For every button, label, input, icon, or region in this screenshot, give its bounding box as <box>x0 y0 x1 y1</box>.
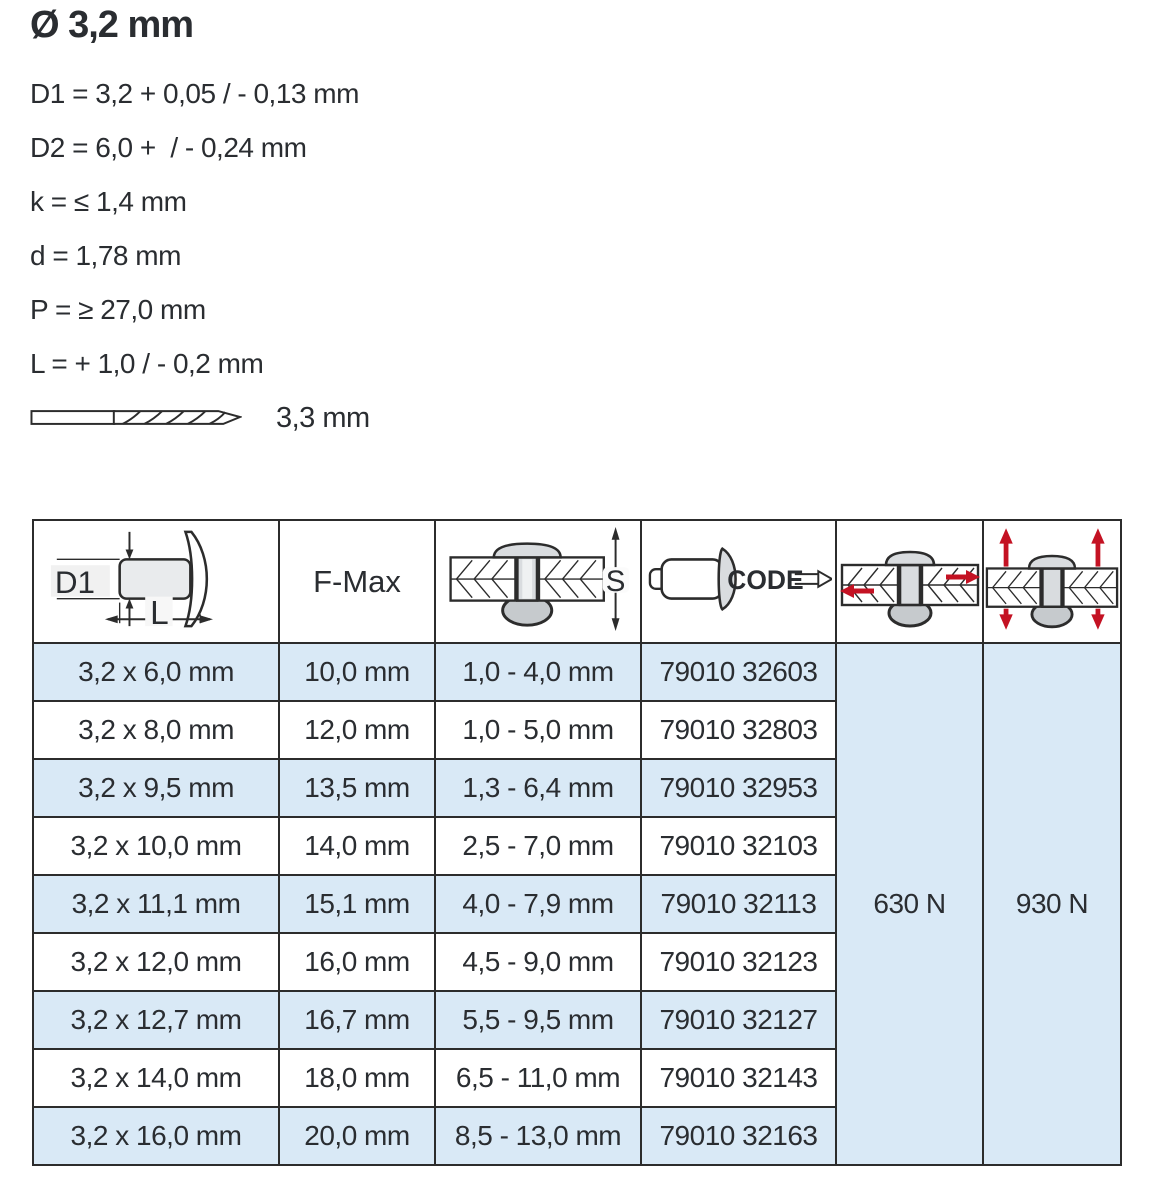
spec-line-d2: D2 = 6,0 + / - 0,24 mm <box>30 132 307 163</box>
code-cell: 79010 32163 <box>641 1107 836 1165</box>
table-row <box>33 643 1121 701</box>
fmax-cell: 14,0 mm <box>279 817 435 875</box>
grip-s-label: S <box>605 564 626 598</box>
spec-line-p: P = ≥ 27,0 mm <box>30 294 206 325</box>
tensile-strength-value: 930 N <box>983 643 1121 1165</box>
grip-cell: 1,0 - 5,0 mm <box>435 701 641 759</box>
grip-range-icon <box>444 524 632 634</box>
grip-cell: 1,3 - 6,4 mm <box>435 759 641 817</box>
size-cell: 3,2 x 14,0 mm <box>33 1049 279 1107</box>
size-cell: 3,2 x 6,0 mm <box>33 643 279 701</box>
fmax-cell: 13,5 mm <box>279 759 435 817</box>
page-title: Ø 3,2 mm <box>30 4 194 46</box>
spec-line-d: d = 1,78 mm <box>30 240 181 271</box>
grip-cell: 4,0 - 7,9 mm <box>435 875 641 933</box>
code-cell: 79010 32123 <box>641 933 836 991</box>
size-cell: 3,2 x 16,0 mm <box>33 1107 279 1165</box>
col-header-grip <box>435 520 641 643</box>
grip-cell: 6,5 - 11,0 mm <box>435 1049 641 1107</box>
code-cell: 79010 32103 <box>641 817 836 875</box>
code-label: CODE <box>726 564 804 595</box>
tensile-strength-icon <box>985 523 1119 635</box>
spec-list <box>30 67 1160 391</box>
fmax-cell: 16,0 mm <box>279 933 435 991</box>
grip-cell: 5,5 - 9,5 mm <box>435 991 641 1049</box>
col-header-code <box>641 520 836 643</box>
rivet-code-icon <box>646 543 832 615</box>
fmax-cell: 20,0 mm <box>279 1107 435 1165</box>
d1-label: D1 <box>54 564 95 600</box>
grip-cell: 8,5 - 13,0 mm <box>435 1107 641 1165</box>
grip-cell: 2,5 - 7,0 mm <box>435 817 641 875</box>
fmax-label: F-Max <box>313 563 401 599</box>
grip-cell: 4,5 - 9,0 mm <box>435 933 641 991</box>
shear-strength-value: 630 N <box>836 643 983 1165</box>
size-cell: 3,2 x 12,0 mm <box>33 933 279 991</box>
col-header-shear <box>836 520 983 643</box>
spec-line-k: k = ≤ 1,4 mm <box>30 186 187 217</box>
size-cell: 3,2 x 9,5 mm <box>33 759 279 817</box>
header-row <box>33 520 1121 643</box>
code-cell: 79010 32113 <box>641 875 836 933</box>
drill-size-row <box>30 401 1160 435</box>
l-label: L <box>150 595 169 633</box>
code-cell: 79010 32953 <box>641 759 836 817</box>
rivet-dimensions-icon <box>43 524 269 634</box>
code-cell: 79010 32803 <box>641 701 836 759</box>
rivet-spec-table <box>32 519 1122 1166</box>
grip-cell: 1,0 - 4,0 mm <box>435 643 641 701</box>
fmax-cell: 12,0 mm <box>279 701 435 759</box>
spec-line-d1: D1 = 3,2 + 0,05 / - 0,13 mm <box>30 78 359 109</box>
fmax-cell: 16,7 mm <box>279 991 435 1049</box>
size-cell: 3,2 x 10,0 mm <box>33 817 279 875</box>
shear-strength-icon <box>840 525 980 633</box>
fmax-cell: 18,0 mm <box>279 1049 435 1107</box>
size-cell: 3,2 x 8,0 mm <box>33 701 279 759</box>
col-header-dimensions <box>33 520 279 643</box>
col-header-tensile <box>983 520 1121 643</box>
spec-line-l: L = + 1,0 / - 0,2 mm <box>30 348 264 379</box>
code-cell: 79010 32127 <box>641 991 836 1049</box>
fmax-cell: 10,0 mm <box>279 643 435 701</box>
code-cell: 79010 32143 <box>641 1049 836 1107</box>
size-cell: 3,2 x 11,1 mm <box>33 875 279 933</box>
drill-size-label: 3,3 mm <box>276 401 370 434</box>
drill-bit-icon <box>30 404 242 432</box>
code-cell: 79010 32603 <box>641 643 836 701</box>
fmax-cell: 15,1 mm <box>279 875 435 933</box>
size-cell: 3,2 x 12,7 mm <box>33 991 279 1049</box>
col-header-fmax <box>279 520 435 643</box>
